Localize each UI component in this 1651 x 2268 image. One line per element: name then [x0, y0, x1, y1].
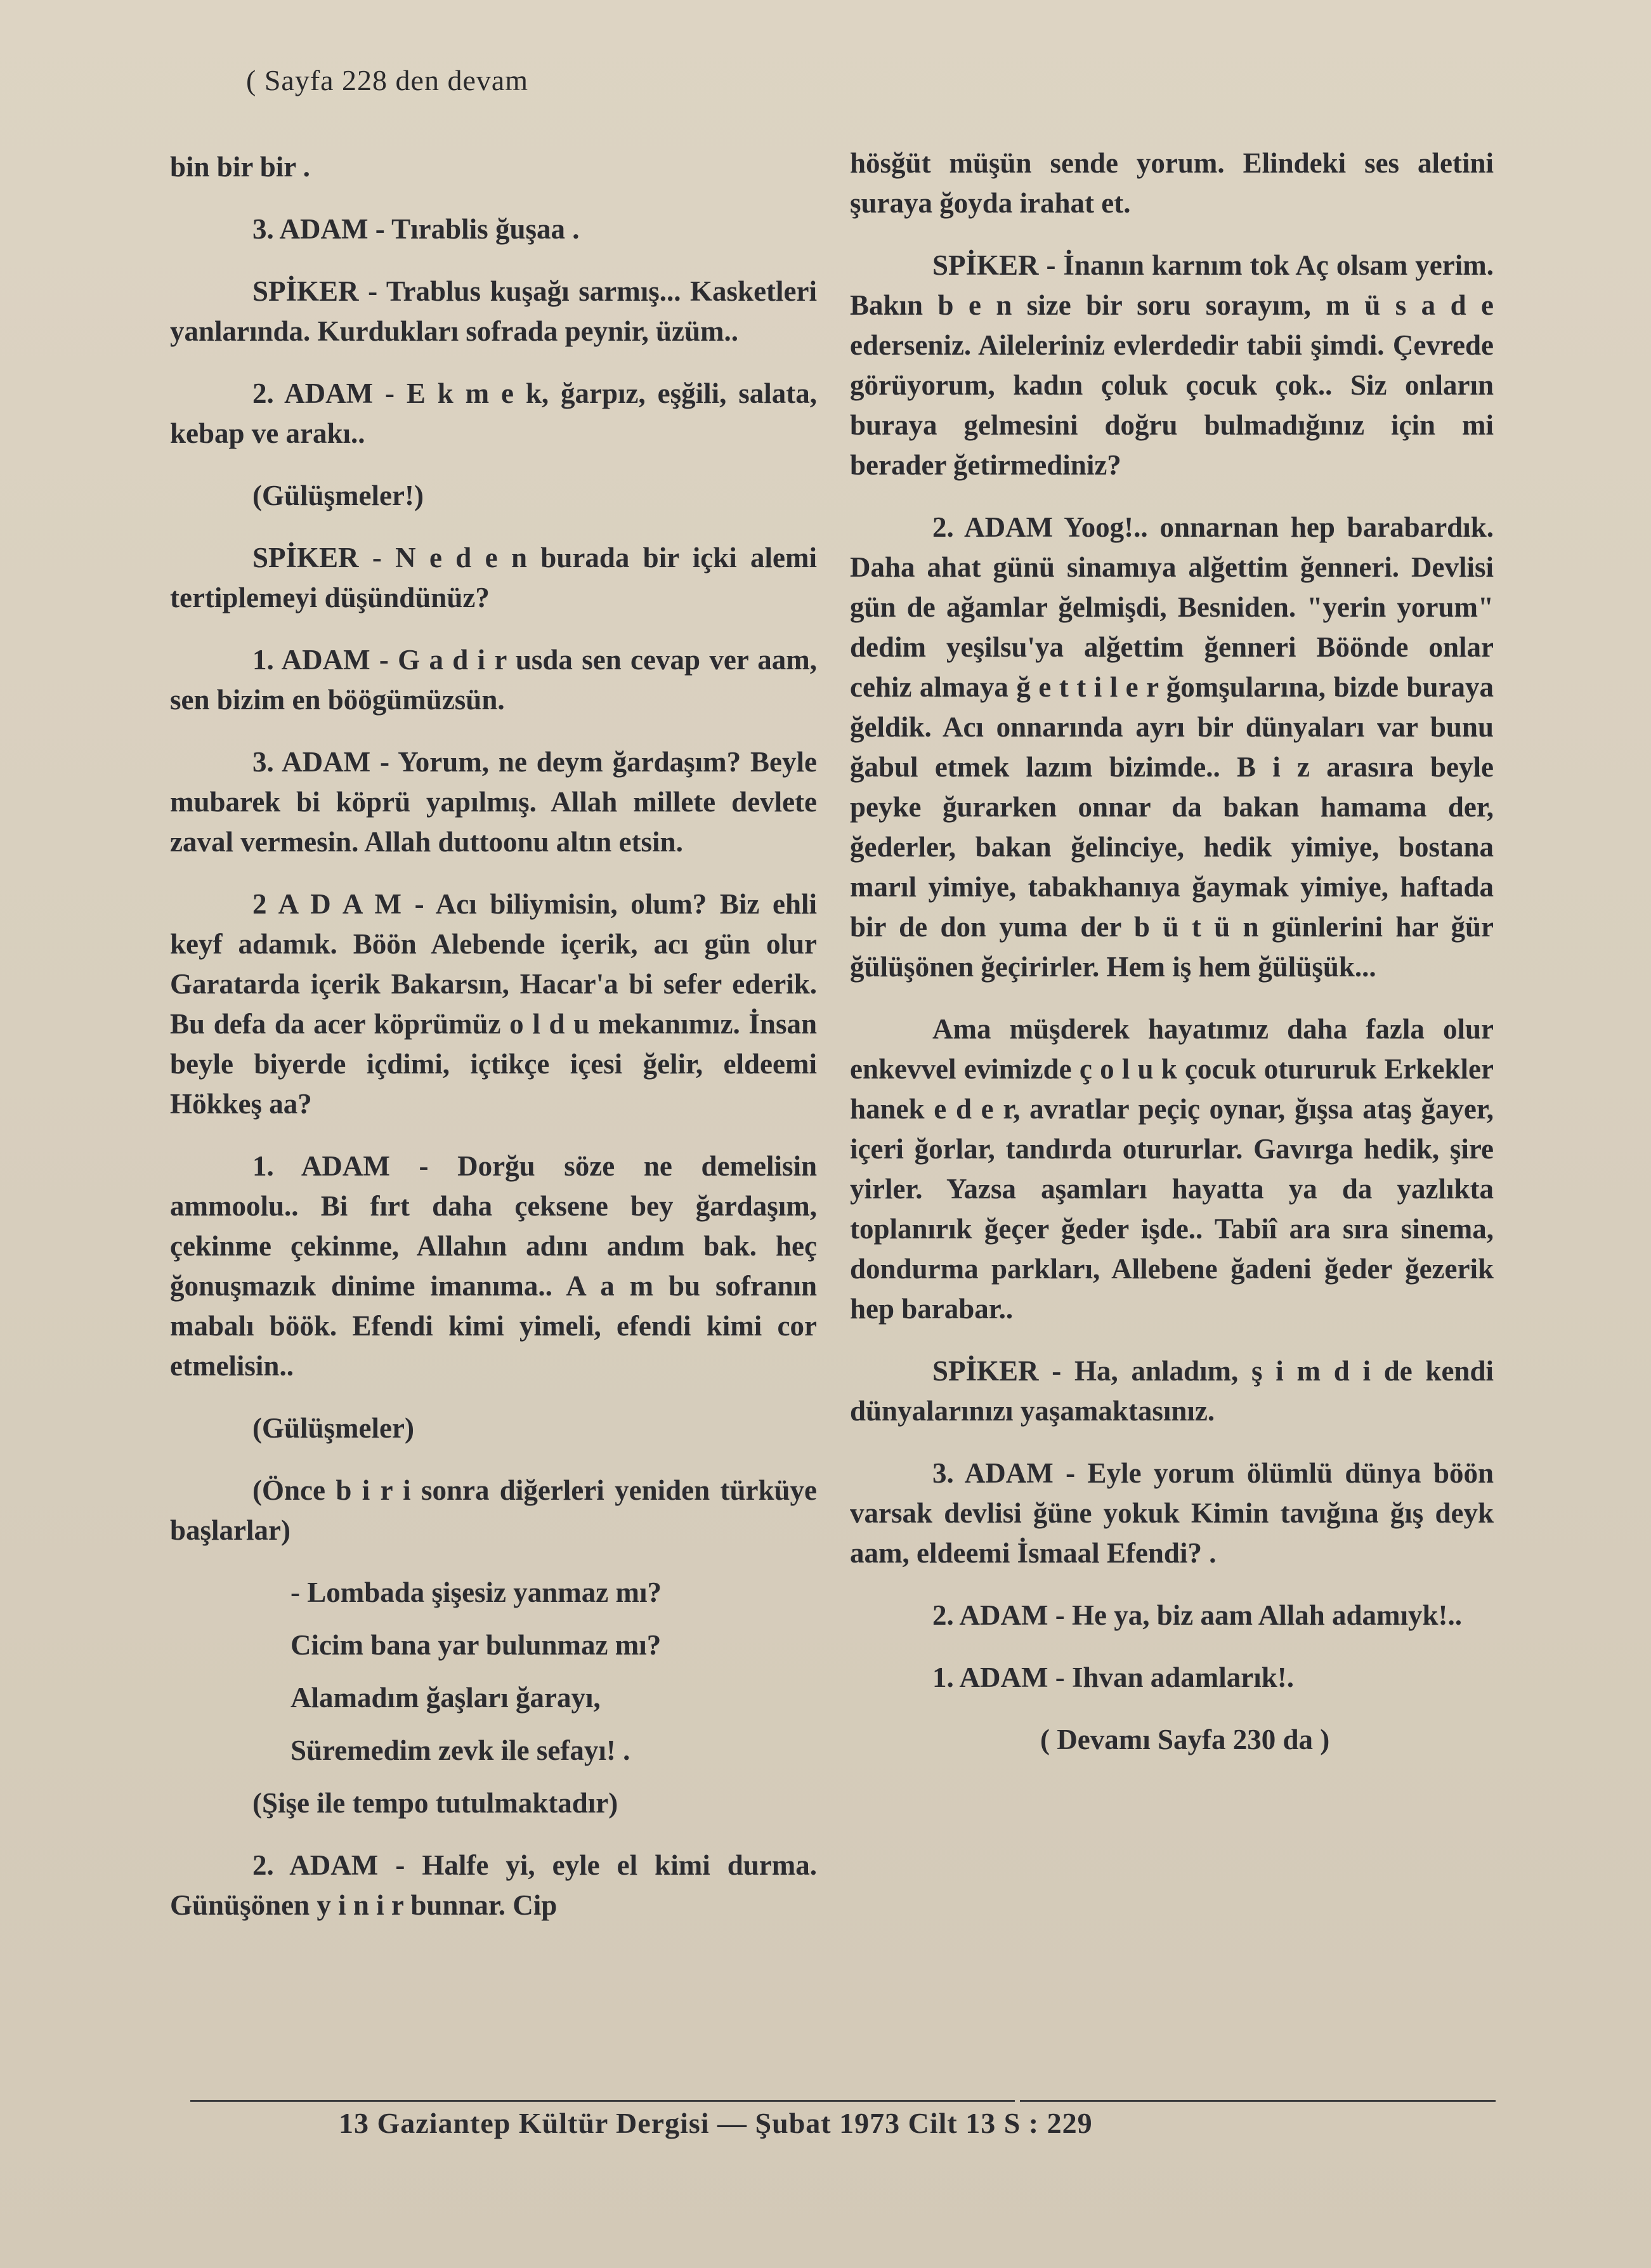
left-column [170, 147, 817, 1948]
paragraph: Alamadım ğaşları ğarayı, [290, 1682, 601, 1714]
paragraph: SPİKER - Trablus kuşağı sarmış... Kasketleri yanlarında. Kurdukları sofrada peynir, üzüm.. [170, 275, 817, 347]
paragraph: SPİKER - İnanın karnım tok Aç olsam yerim. Bakın b e n size bir soru sorayım, m ü s a d e ederseniz. Aileleriniz evlerdedir tabii şimdi. Çevrede görüyorum, kadın çoluk çocuk çok.. Siz onların buraya gelmesini doğru bulmadığınız için mi berader ğetirmediniz? [850, 249, 1494, 481]
paragraph: SPİKER - Ha, anladım, ş i m d i de kendi dünyalarınızı yaşamaktasınız. [850, 1355, 1494, 1427]
paragraph: (Önce b i r i sonra diğerleri yeniden türküye başlarlar) [170, 1474, 817, 1546]
paragraph: Cicim bana yar bulunmaz mı? [290, 1629, 662, 1661]
paragraph: 1. ADAM - Dorğu söze ne demelisin ammoolu.. Bi fırt daha çeksene bey ğardaşım, çekinme çekinme, Allahın adını andım bak. heç ğonuşmazık dinime imanıma.. A a m bu sofranın mabalı böök. Efendi kimi yimeli, efendi kimi cor etmelisin.. [170, 1150, 817, 1382]
continuation-note: ( Sayfa 228 den devam [246, 64, 529, 96]
page-footer: 13 Gaziantep Kültür Dergisi — Şubat 1973 Cilt 13 S : 229 [339, 2107, 1093, 2139]
paragraph: 3. ADAM - Tırablis ğuşaa . [252, 213, 580, 245]
paragraph: bin bir bir . [170, 151, 310, 183]
footer-rule-right [1020, 2100, 1496, 2102]
paragraph: ( Devamı Sayfa 230 da ) [1040, 1724, 1330, 1755]
paragraph: 1. ADAM - G a d i r usda sen cevap ver aam, sen bizim en böögümüzsün. [170, 644, 817, 716]
paragraph: hösğüt müşün sende yorum. Elindeki ses aletini şuraya ğoyda irahat et. [850, 147, 1494, 219]
paragraph: 2. ADAM - He ya, biz aam Allah adamıyk!.. [932, 1599, 1463, 1631]
paragraph: - Lombada şişesiz yanmaz mı? [290, 1576, 662, 1608]
paragraph: 3. ADAM - Eyle yorum ölümlü dünya böön varsak devlisi ğüne yokuk Kimin tavığına ğış deyk aam, eldeemi İsmaal Efendi? . [850, 1457, 1494, 1569]
paragraph: 2. ADAM - E k m e k, ğarpız, eşğili, salata, kebap ve arakı.. [170, 377, 817, 449]
paragraph: SPİKER - N e d e n burada bir içki alemi tertiplemeyi düşündünüz? [170, 542, 817, 613]
paragraph: Ama müşderek hayatımız daha fazla olur enkevvel evimizde ç o l u k çocuk otururuk Erkekler hanek e d e r, avratlar peçiç oynar, ğışsa ataş ğayer, içeri ğorlar, tandırda otururlar. Gavırga hedik, şire yirler. Yazsa aşamları hayatta ya da yazlıkta toplanırık ğeçer ğeder işde.. Tabiî ara sıra sinema, dondurma parkları, Allebene ğadeni ğeder ğezerik hep barabar.. [850, 1013, 1494, 1325]
paragraph: 2. ADAM Yoog!.. onnarnan hep barabardık. Daha ahat günü sinamıya alğettim ğenneri. Devlisi gün de ağamlar ğelmişdi, Besniden. "yerin yorum" dedim yeşilsu'ya alğettim ğenneri Böönde onlar cehiz almaya ğ e t t i l e r ğomşularına, bizde buraya ğeldik. Acı onnarında ayrı bir dünyaları var bunu ğabul etmek lazım bizimde.. B i z arasıra beyle peyke ğurarken onnar da bakan hamama der, ğederler, bakan ğelinciye, hedik yimiye, bostana marıl yimiye, tabakhanıya ğaymak yimiye, haftada bir de don yuma der b ü t ü n günlerini har ğür ğülüşönen ğeçirirler. Hem iş hem ğülüşük... [850, 511, 1494, 983]
paragraph: (Gülüşmeler) [252, 1412, 414, 1444]
paragraph: 3. ADAM - Yorum, ne deym ğardaşım? Beyle mubarek bi köprü yapılmış. Allah millete devlete zaval vermesin. Allah duttoonu altın etsin. [170, 746, 817, 858]
paragraph: Süremedim zevk ile sefayı! . [290, 1734, 630, 1766]
right-column [850, 143, 1494, 1782]
paragraph: (Şişe ile tempo tutulmaktadır) [252, 1787, 618, 1819]
paragraph: (Gülüşmeler!) [252, 480, 424, 511]
paragraph: 2 A D A M - Acı biliymisin, olum? Biz ehli keyf adamık. Böön Alebende içerik, acı gün olur Garatarda içerik Bakarsın, Hacar'a bi sefer ederik. Bu defa da acer köprümüz o l d u mekanımız. İnsan beyle biyerde içdimi, içtikçe içesi ğelir, eldeemi Hökkeş aa? [170, 888, 817, 1120]
footer-rule-left [190, 2100, 1015, 2102]
paragraph: 2. ADAM - Halfe yi, eyle el kimi durma. Günüşönen y i n i r bunnar. Cip [170, 1849, 817, 1921]
paragraph: 1. ADAM - Ihvan adamlarık!. [932, 1662, 1295, 1693]
